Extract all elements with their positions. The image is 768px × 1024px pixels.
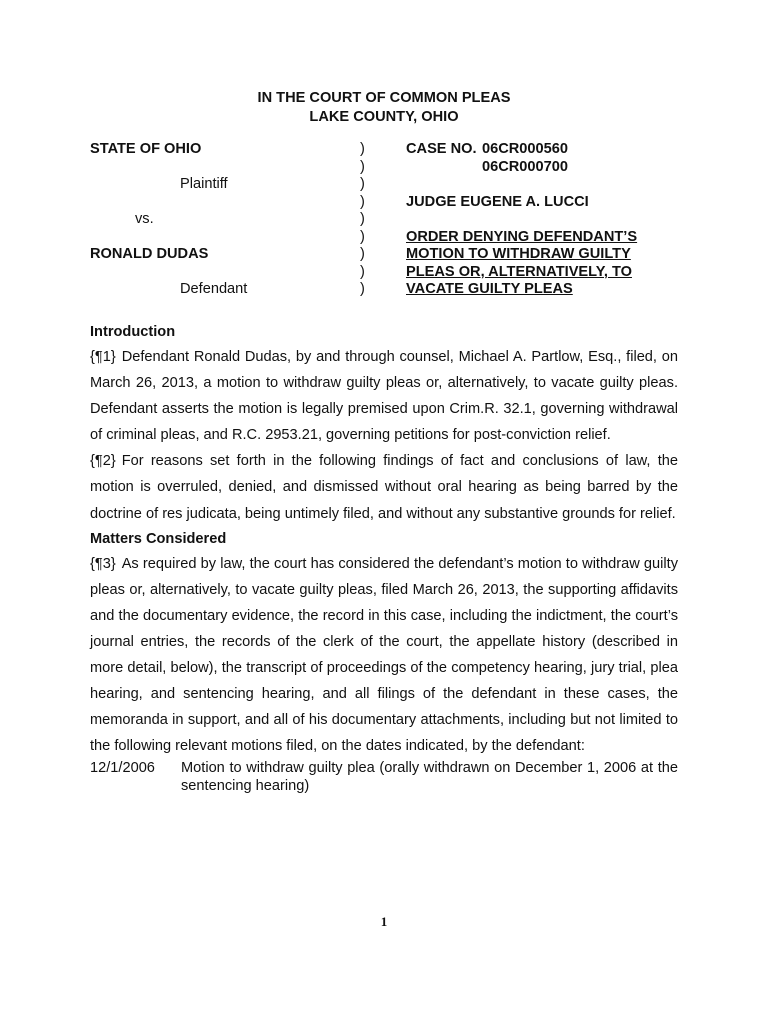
- paragraph-1: [90, 344, 678, 448]
- paragraph-text: Defendant Ronald Dudas, by and through counsel, Michael A. Partlow, Esq., filed, on March 26, 2013, a motion to withdraw guilty pleas or, alternatively, to vacate guilty pleas. Defendant asserts the motion is legally premised upon Crim.R. 32.1, governing withdrawal of criminal pleas, and R.C. 2953.21, governing petitions for post-conviction relief.: [90, 349, 678, 444]
- case-info-block: [406, 141, 686, 299]
- case-number: 06CR000560: [482, 141, 569, 157]
- paren-mark: ): [360, 246, 365, 262]
- paren-mark: ): [360, 176, 365, 192]
- paren-mark: ): [360, 141, 365, 157]
- motion-list: [90, 759, 678, 795]
- order-title-line: MOTION TO WITHDRAW GUILTY: [406, 246, 631, 262]
- defendant-name: RONALD DUDAS: [90, 246, 209, 262]
- document-body: [90, 320, 678, 795]
- caption-divider: [360, 141, 372, 299]
- versus-label: vs.: [135, 211, 154, 227]
- paragraph-2: [90, 448, 678, 526]
- order-title-line: ORDER DENYING DEFENDANT’S: [406, 228, 638, 245]
- order-title-line: PLEAS OR, ALTERNATIVELY, TO: [406, 263, 632, 280]
- paren-mark: ): [360, 193, 365, 210]
- case-caption: [0, 141, 768, 301]
- paragraph-3: [90, 551, 678, 760]
- section-heading-introduction: Introduction: [90, 324, 176, 340]
- order-title-line: VACATE GUILTY PLEAS: [406, 281, 573, 297]
- paragraph-text: For reasons set forth in the following findings of fact and conclusions of law, the motion is overruled, denied, and dismissed without oral hearing as being barred by the doctrine of res judicata, being untimely filed, and without any substantive grounds for relief.: [90, 453, 678, 522]
- plaintiff-role: Plaintiff: [180, 176, 228, 192]
- defendant-role: Defendant: [180, 281, 248, 297]
- case-number: 06CR000700: [482, 158, 569, 175]
- paragraph-text: As required by law, the court has considered the defendant’s motion to withdraw guilty pleas or, alternatively, to vacate guilty pleas, filed March 26, 2013, the supporting affidavits and the documentary evidence, the record in this case, including the indictment, the court’s journal entries, the records of the clerk of the court, the appellate history (described in more detail, below), the transcript of proceedings of the competency hearing, jury trial, plea hearing, and sentencing hearing, and all filings of the defendant in these cases, the memoranda in support, and all of his documentary attachments, including but not limited to the following relevant motions filed, on the dates indicated, by the defendant:: [90, 555, 678, 755]
- judge-name: JUDGE EUGENE A. LUCCI: [406, 193, 589, 210]
- paragraph-number: {¶2}: [90, 453, 116, 470]
- plaintiff-name: STATE OF OHIO: [90, 141, 202, 157]
- motion-date: 12/1/2006: [90, 760, 155, 777]
- paren-mark: ): [360, 158, 365, 175]
- paren-mark: ): [360, 263, 365, 280]
- paren-mark: ): [360, 211, 365, 227]
- court-name: IN THE COURT OF COMMON PLEAS: [257, 90, 511, 106]
- case-number-label: CASE NO.: [406, 141, 477, 157]
- parties-block: [90, 141, 340, 299]
- motion-description: Motion to withdraw guilty plea (orally withdrawn on December 1, 2006 at the sentencing hearing): [181, 760, 678, 795]
- paren-mark: ): [360, 228, 365, 245]
- court-header: [0, 89, 768, 127]
- section-heading-matters-considered: Matters Considered: [90, 530, 227, 547]
- page-number: 1: [380, 914, 388, 929]
- list-item: [90, 759, 678, 795]
- paragraph-number: {¶3}: [90, 555, 116, 572]
- paren-mark: ): [360, 281, 365, 297]
- paragraph-number: {¶1}: [90, 349, 116, 365]
- county-name: LAKE COUNTY, OHIO: [309, 109, 459, 125]
